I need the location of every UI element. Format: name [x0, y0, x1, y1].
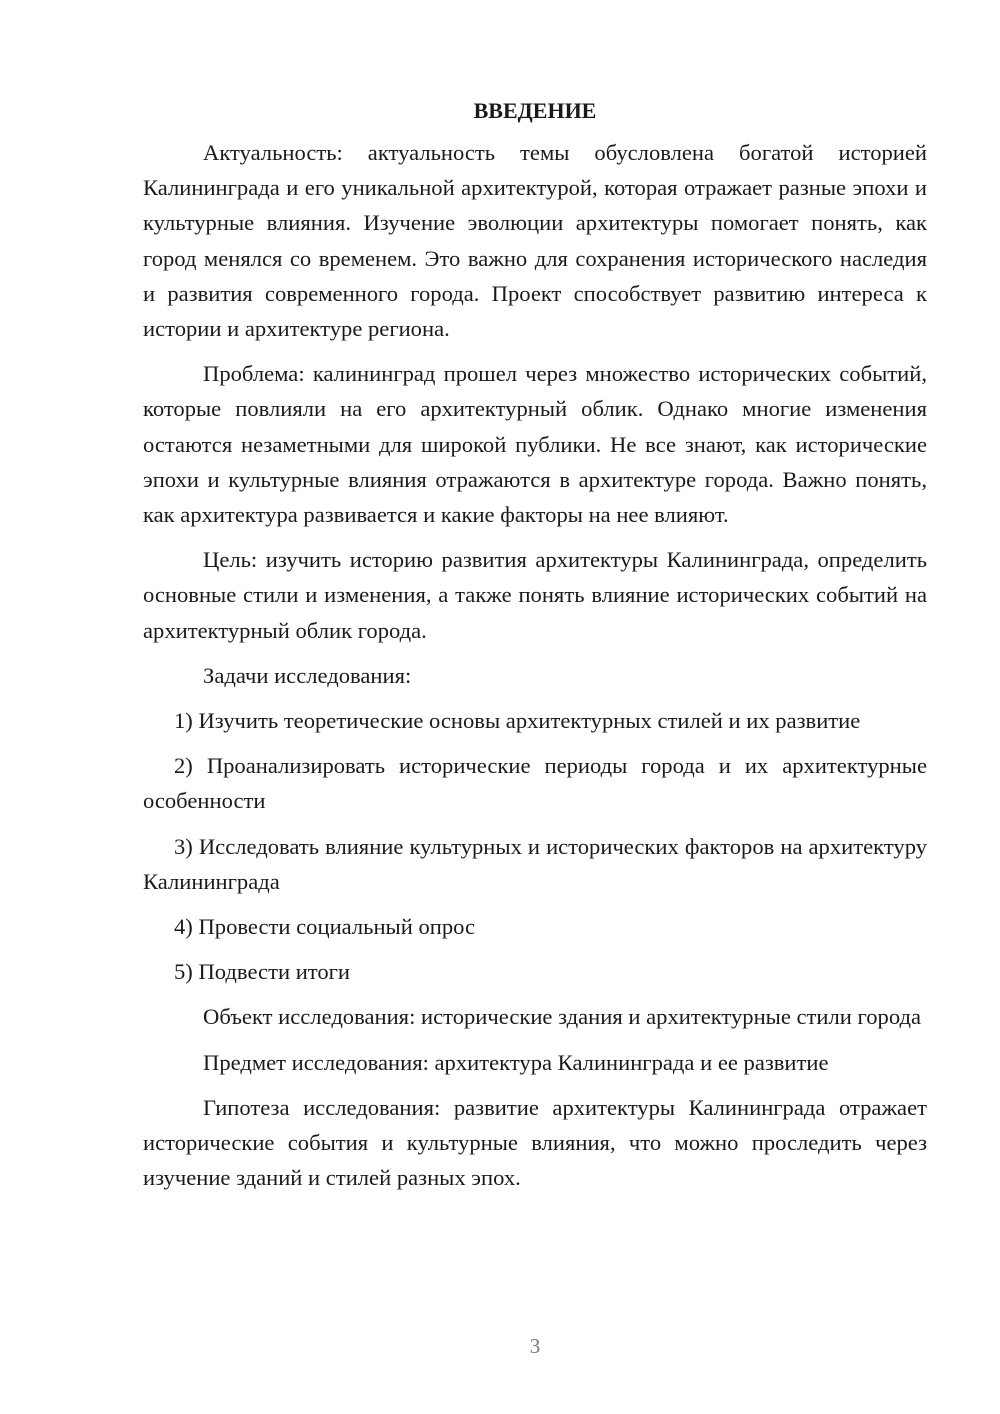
paragraph-goal: Цель: изучить историю развития архитектуры Калининграда, определить основные стили и изменения, а также понять влияние исторических событий на архитектурный облик города. — [143, 547, 927, 643]
task-item-5: 5) Подвести итоги — [174, 959, 351, 985]
paragraph-relevance: Актуальность: актуальность темы обусловлена богатой историей Калининграда и его уникальной архитектурой, которая отражает разные эпохи и культурные влияния. Изучение эволюции архитектуры помогает понять, как город менялся со временем. Это важно для сохранения исторического наследия и развития современного города. Проект способствует развитию интереса к истории и архитектуре региона. — [143, 140, 927, 342]
section-heading: ВВЕДЕНИЕ — [473, 98, 597, 123]
page-number: 3 — [529, 1334, 541, 1358]
task-item-3: 3) Исследовать влияние культурных и исторических факторов на архитектуру Калининграда — [143, 833, 927, 894]
paragraph-object: Объект исследования: исторические здания и архитектурные стили города — [203, 1004, 922, 1030]
paragraph-hypothesis: Гипотеза исследования: развитие архитектуры Калининграда отражает исторические события и культурные влияния, что можно проследить через изучение зданий и стилей разных эпох. — [143, 1094, 927, 1191]
task-item-1: 1) Изучить теоретические основы архитектурных стилей и их развитие — [174, 708, 861, 734]
tasks-title: Задачи исследования: — [203, 662, 412, 688]
paragraph-problem: Проблема: калининград прошел через множество исторических событий, которые повлияли на его архитектурный облик. Однако многие изменения остаются незаметными для широкой публики. Не все знают, как исторические эпохи и культурные влияния отражаются в архитектуре города. Важно понять, как архитектура развивается и какие факторы на нее влияют. — [143, 361, 927, 528]
paragraph-subject: Предмет исследования: архитектура Калининграда и ее развитие — [203, 1049, 829, 1075]
task-item-4: 4) Провести социальный опрос — [174, 914, 476, 940]
task-item-2: 2) Проанализировать исторические периоды города и их архитектурные особенности — [143, 753, 927, 814]
page-content — [143, 96, 927, 1205]
